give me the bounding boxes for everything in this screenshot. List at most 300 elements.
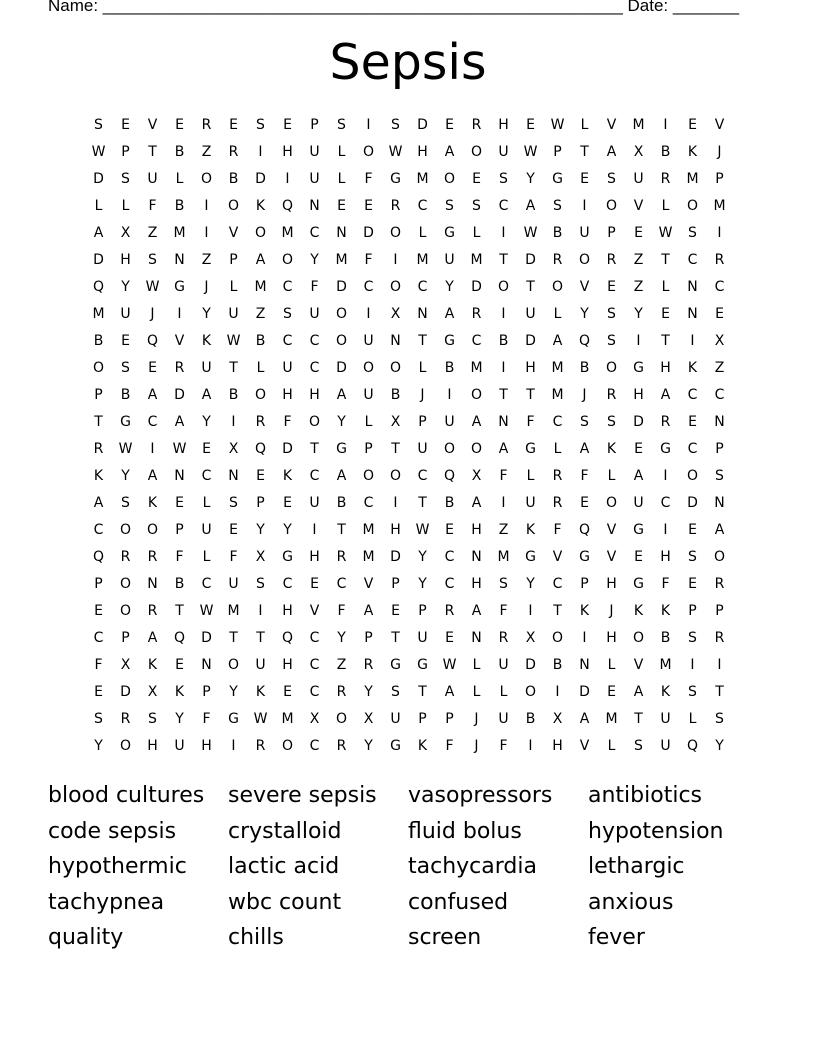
grid-letter: T bbox=[391, 441, 400, 457]
grid-letter: J bbox=[474, 711, 479, 727]
grid-letter: B bbox=[444, 360, 455, 376]
grid-letter: T bbox=[175, 603, 184, 619]
grid-row bbox=[85, 464, 733, 491]
grid-letter: O bbox=[362, 468, 375, 484]
grid-letter: P bbox=[688, 603, 697, 619]
grid-letter: O bbox=[335, 333, 348, 349]
grid-letter: H bbox=[471, 522, 482, 538]
grid-letter: M bbox=[713, 198, 726, 214]
grid-letter: O bbox=[119, 738, 132, 754]
word-bank-item: wbc count bbox=[228, 889, 342, 915]
grid-letter: P bbox=[364, 630, 373, 646]
grid-letter: C bbox=[201, 468, 212, 484]
grid-letter: O bbox=[335, 306, 348, 322]
grid-letter: H bbox=[606, 630, 617, 646]
grid-letter: H bbox=[471, 576, 482, 592]
grid-letter: H bbox=[282, 387, 293, 403]
grid-letter: G bbox=[579, 549, 590, 565]
grid-letter: U bbox=[363, 387, 374, 403]
grid-letter: H bbox=[309, 387, 320, 403]
grid-letter: R bbox=[120, 711, 131, 727]
grid-row bbox=[85, 545, 733, 572]
grid-letter: N bbox=[309, 198, 320, 214]
grid-letter: H bbox=[606, 576, 617, 592]
grid-letter: B bbox=[174, 198, 185, 214]
grid-letter: E bbox=[283, 495, 292, 511]
grid-letter: I bbox=[717, 657, 722, 673]
grid-letter: D bbox=[93, 252, 104, 268]
grid-letter: P bbox=[202, 684, 211, 700]
grid-letter: Y bbox=[202, 306, 211, 322]
grid-letter: D bbox=[336, 360, 347, 376]
grid-letter: N bbox=[714, 414, 725, 430]
grid-letter: C bbox=[93, 522, 104, 538]
grid-letter: L bbox=[202, 549, 211, 565]
grid-letter: K bbox=[174, 684, 185, 700]
grid-letter: H bbox=[309, 549, 320, 565]
grid-letter: E bbox=[229, 117, 238, 133]
grid-letter: U bbox=[309, 495, 320, 511]
grid-letter: D bbox=[336, 279, 347, 295]
grid-letter: T bbox=[634, 711, 643, 727]
grid-letter: D bbox=[174, 387, 185, 403]
grid-letter: W bbox=[91, 144, 106, 160]
grid-letter: Y bbox=[94, 738, 103, 754]
grid-letter: Y bbox=[121, 468, 130, 484]
grid-letter: E bbox=[283, 684, 292, 700]
grid-letter: S bbox=[634, 738, 643, 754]
grid-letter: L bbox=[94, 198, 103, 214]
grid-letter: P bbox=[121, 630, 130, 646]
grid-letter: Z bbox=[147, 225, 158, 241]
grid-letter: B bbox=[660, 144, 671, 160]
grid-letter: L bbox=[472, 657, 481, 673]
word-bank-item: hypotension bbox=[588, 818, 724, 844]
grid-letter: A bbox=[471, 414, 482, 430]
grid-letter: S bbox=[499, 171, 508, 187]
grid-letter: K bbox=[255, 198, 266, 214]
grid-letter: M bbox=[632, 117, 645, 133]
grid-letter: U bbox=[174, 738, 185, 754]
grid-letter: X bbox=[552, 711, 563, 727]
grid-letter: A bbox=[633, 468, 644, 484]
grid-letter: F bbox=[445, 738, 454, 754]
grid-row bbox=[85, 329, 733, 356]
grid-letter: T bbox=[148, 144, 157, 160]
grid-letter: C bbox=[660, 495, 671, 511]
grid-letter: E bbox=[580, 495, 589, 511]
grid-letter: Y bbox=[256, 522, 265, 538]
grid-letter: T bbox=[229, 630, 238, 646]
grid-letter: F bbox=[553, 522, 562, 538]
grid-letter: L bbox=[472, 684, 481, 700]
grid-letter: A bbox=[444, 684, 455, 700]
grid-letter: B bbox=[552, 225, 563, 241]
grid-letter: O bbox=[92, 360, 105, 376]
grid-letter: C bbox=[417, 468, 428, 484]
grid-letter: U bbox=[525, 306, 536, 322]
grid-letter: E bbox=[607, 684, 616, 700]
grid-letter: E bbox=[445, 117, 454, 133]
grid-letter: O bbox=[254, 225, 267, 241]
grid-letter: I bbox=[663, 468, 668, 484]
grid-letter: G bbox=[525, 441, 536, 457]
grid-letter: K bbox=[93, 468, 104, 484]
grid-letter: S bbox=[121, 360, 130, 376]
grid-letter: H bbox=[552, 738, 563, 754]
word-bank-item: anxious bbox=[588, 889, 674, 915]
grid-letter: N bbox=[201, 657, 212, 673]
grid-letter: Z bbox=[201, 252, 212, 268]
grid-letter: H bbox=[390, 522, 401, 538]
grid-letter: A bbox=[579, 711, 590, 727]
grid-letter: U bbox=[309, 171, 320, 187]
grid-letter: D bbox=[390, 549, 401, 565]
grid-letter: M bbox=[686, 171, 699, 187]
grid-letter: O bbox=[281, 738, 294, 754]
grid-letter: M bbox=[470, 252, 483, 268]
grid-letter: L bbox=[580, 117, 589, 133]
grid-letter: X bbox=[471, 468, 482, 484]
grid-letter: G bbox=[228, 711, 239, 727]
grid-letter: P bbox=[229, 252, 238, 268]
grid-letter: O bbox=[605, 198, 618, 214]
grid-letter: M bbox=[551, 387, 564, 403]
grid-letter: U bbox=[228, 306, 239, 322]
grid-letter: I bbox=[177, 306, 182, 322]
word-bank-item: antibiotics bbox=[588, 783, 702, 808]
grid-letter: I bbox=[717, 225, 722, 241]
grid-letter: K bbox=[687, 360, 698, 376]
grid-letter: J bbox=[150, 306, 155, 322]
grid-letter: R bbox=[606, 252, 617, 268]
grid-letter: L bbox=[499, 684, 508, 700]
grid-letter: S bbox=[337, 117, 346, 133]
grid-letter: O bbox=[686, 468, 699, 484]
grid-letter: A bbox=[336, 387, 347, 403]
grid-letter: Y bbox=[418, 576, 427, 592]
grid-letter: X bbox=[120, 225, 131, 241]
word-bank-item: hypothermic bbox=[48, 854, 187, 879]
grid-letter: U bbox=[444, 414, 455, 430]
grid-letter: B bbox=[660, 630, 671, 646]
grid-letter: I bbox=[393, 495, 398, 511]
grid-letter: R bbox=[714, 630, 725, 646]
grid-letter: I bbox=[528, 603, 533, 619]
grid-letter: S bbox=[715, 468, 724, 484]
grid-letter: O bbox=[200, 171, 213, 187]
grid-letter: R bbox=[201, 117, 212, 133]
grid-letter: O bbox=[389, 468, 402, 484]
grid-letter: M bbox=[470, 360, 483, 376]
grid-letter: A bbox=[93, 495, 104, 511]
grid-letter: R bbox=[255, 738, 266, 754]
grid-letter: A bbox=[255, 252, 266, 268]
grid-letter: F bbox=[175, 549, 184, 565]
grid-letter: S bbox=[391, 117, 400, 133]
grid-letter: F bbox=[364, 171, 373, 187]
grid-letter: T bbox=[715, 684, 724, 700]
grid-letter: C bbox=[687, 441, 698, 457]
grid-letter: C bbox=[309, 657, 320, 673]
grid-letter: V bbox=[633, 198, 644, 214]
grid-letter: S bbox=[148, 252, 157, 268]
grid-letter: S bbox=[148, 711, 157, 727]
grid-letter: P bbox=[580, 576, 589, 592]
grid-letter: W bbox=[523, 225, 538, 241]
grid-letter: Y bbox=[418, 549, 427, 565]
grid-letter: T bbox=[391, 630, 400, 646]
grid-letter: Y bbox=[364, 738, 373, 754]
grid-letter: S bbox=[715, 711, 724, 727]
grid-letter: I bbox=[501, 306, 506, 322]
grid-letter: M bbox=[362, 549, 375, 565]
grid-letter: Y bbox=[445, 279, 454, 295]
grid-letter: P bbox=[256, 495, 265, 511]
grid-letter: T bbox=[661, 252, 670, 268]
grid-letter: T bbox=[418, 333, 427, 349]
word-bank-item: severe sepsis bbox=[228, 783, 377, 808]
word-bank-item: tachycardia bbox=[408, 854, 537, 879]
grid-letter: R bbox=[498, 630, 509, 646]
grid-letter: R bbox=[174, 360, 185, 376]
grid-letter: X bbox=[390, 414, 401, 430]
grid-letter: S bbox=[94, 711, 103, 727]
grid-letter: X bbox=[390, 306, 401, 322]
grid-letter: Y bbox=[634, 306, 643, 322]
grid-letter: U bbox=[498, 144, 509, 160]
grid-letter: P bbox=[94, 576, 103, 592]
grid-letter: O bbox=[443, 171, 456, 187]
grid-letter: M bbox=[281, 225, 294, 241]
grid-letter: K bbox=[201, 333, 212, 349]
grid-letter: O bbox=[605, 360, 618, 376]
grid-letter: O bbox=[281, 252, 294, 268]
grid-letter: B bbox=[336, 495, 347, 511]
grid-letter: C bbox=[309, 225, 320, 241]
grid-letter: K bbox=[660, 603, 671, 619]
grid-letter: S bbox=[607, 306, 616, 322]
grid-letter: E bbox=[364, 198, 373, 214]
grid-letter: G bbox=[444, 225, 455, 241]
grid-row bbox=[85, 680, 733, 707]
grid-letter: S bbox=[445, 198, 454, 214]
grid-letter: W bbox=[442, 657, 457, 673]
grid-letter: F bbox=[499, 468, 508, 484]
grid-letter: I bbox=[258, 144, 263, 160]
grid-letter: U bbox=[660, 711, 671, 727]
grid-letter: E bbox=[634, 441, 643, 457]
grid-letter: E bbox=[202, 441, 211, 457]
word-bank-item: code sepsis bbox=[48, 818, 177, 844]
grid-letter: H bbox=[498, 117, 509, 133]
grid-letter: F bbox=[364, 252, 373, 268]
grid-letter: T bbox=[310, 441, 319, 457]
grid-letter: L bbox=[661, 198, 670, 214]
grid-letter: N bbox=[687, 306, 698, 322]
grid-letter: E bbox=[256, 468, 265, 484]
grid-letter: S bbox=[580, 414, 589, 430]
word-bank-item: crystalloid bbox=[228, 818, 342, 844]
grid-letter: E bbox=[526, 117, 535, 133]
grid-letter: L bbox=[337, 171, 346, 187]
grid-letter: C bbox=[336, 576, 347, 592]
grid-letter: J bbox=[582, 387, 587, 403]
grid-letter: P bbox=[715, 441, 724, 457]
grid-letter: H bbox=[660, 360, 671, 376]
grid-letter: A bbox=[147, 387, 158, 403]
grid-letter: L bbox=[337, 144, 346, 160]
grid-letter: F bbox=[283, 414, 292, 430]
grid-letter: U bbox=[633, 171, 644, 187]
grid-letter: V bbox=[633, 657, 644, 673]
grid-letter: V bbox=[606, 117, 617, 133]
grid-letter: S bbox=[391, 684, 400, 700]
grid-letter: E bbox=[121, 117, 130, 133]
grid-letter: M bbox=[281, 711, 294, 727]
grid-letter: F bbox=[310, 279, 319, 295]
grid-letter: R bbox=[336, 738, 347, 754]
grid-letter: D bbox=[363, 225, 374, 241]
grid-letter: B bbox=[498, 333, 509, 349]
word-bank-item: fluid bolus bbox=[408, 818, 522, 844]
grid-letter: P bbox=[391, 576, 400, 592]
grid-letter: T bbox=[661, 333, 670, 349]
grid-letter: P bbox=[418, 603, 427, 619]
grid-letter: L bbox=[661, 279, 670, 295]
grid-letter: N bbox=[471, 549, 482, 565]
grid-letter: P bbox=[310, 117, 319, 133]
grid-letter: K bbox=[633, 603, 644, 619]
grid-letter: Q bbox=[578, 522, 591, 538]
grid-letter: R bbox=[336, 684, 347, 700]
grid-letter: I bbox=[150, 441, 155, 457]
grid-letter: L bbox=[256, 360, 265, 376]
grid-letter: M bbox=[605, 711, 618, 727]
grid-letter: I bbox=[636, 333, 641, 349]
grid-row bbox=[85, 113, 733, 140]
grid-letter: R bbox=[120, 549, 131, 565]
grid-letter: K bbox=[687, 144, 698, 160]
grid-letter: F bbox=[337, 603, 346, 619]
grid-letter: L bbox=[607, 468, 616, 484]
grid-letter: E bbox=[94, 684, 103, 700]
grid-letter: I bbox=[582, 198, 587, 214]
grid-letter: V bbox=[714, 117, 725, 133]
grid-letter: A bbox=[174, 414, 185, 430]
grid-letter: U bbox=[309, 306, 320, 322]
grid-letter: T bbox=[580, 144, 589, 160]
grid-letter: T bbox=[94, 414, 103, 430]
grid-letter: V bbox=[174, 333, 185, 349]
grid-letter: R bbox=[444, 603, 455, 619]
grid-letter: I bbox=[285, 171, 290, 187]
word-bank-item: fever bbox=[588, 925, 645, 950]
grid-letter: O bbox=[362, 144, 375, 160]
grid-letter: Q bbox=[281, 198, 294, 214]
grid-letter: R bbox=[390, 198, 401, 214]
grid-letter: I bbox=[582, 630, 587, 646]
grid-letter: N bbox=[498, 414, 509, 430]
grid-letter: R bbox=[660, 414, 671, 430]
word-bank-item: lethargic bbox=[588, 854, 685, 879]
grid-letter: C bbox=[363, 495, 374, 511]
grid-letter: Q bbox=[443, 468, 456, 484]
grid-letter: O bbox=[362, 360, 375, 376]
grid-letter: O bbox=[713, 549, 726, 565]
word-bank-item: lactic acid bbox=[228, 854, 340, 879]
grid-letter: X bbox=[147, 684, 158, 700]
grid-letter: S bbox=[94, 117, 103, 133]
grid-letter: L bbox=[526, 468, 535, 484]
grid-letter: W bbox=[550, 117, 565, 133]
grid-letter: D bbox=[525, 333, 536, 349]
grid-letter: G bbox=[525, 549, 536, 565]
grid-letter: E bbox=[634, 225, 643, 241]
grid-letter: C bbox=[444, 549, 455, 565]
grid-letter: U bbox=[390, 711, 401, 727]
grid-letter: U bbox=[417, 630, 428, 646]
grid-letter: H bbox=[147, 738, 158, 754]
grid-letter: B bbox=[93, 333, 104, 349]
grid-letter: I bbox=[690, 333, 695, 349]
grid-letter: T bbox=[418, 684, 427, 700]
grid-letter: G bbox=[633, 360, 644, 376]
grid-letter: I bbox=[663, 117, 668, 133]
grid-letter: F bbox=[499, 738, 508, 754]
grid-letter: C bbox=[282, 333, 293, 349]
grid-letter: U bbox=[498, 711, 509, 727]
grid-letter: P bbox=[418, 711, 427, 727]
grid-letter: W bbox=[172, 441, 187, 457]
grid-letter: S bbox=[499, 576, 508, 592]
grid-letter: A bbox=[147, 468, 158, 484]
grid-letter: Y bbox=[715, 738, 724, 754]
grid-letter: D bbox=[687, 495, 698, 511]
grid-letter: D bbox=[417, 117, 428, 133]
grid-letter: A bbox=[579, 441, 590, 457]
grid-letter: S bbox=[229, 495, 238, 511]
grid-letter: Z bbox=[255, 306, 266, 322]
grid-letter: I bbox=[204, 198, 209, 214]
grid-letter: C bbox=[147, 414, 158, 430]
grid-letter: C bbox=[417, 198, 428, 214]
grid-letter: G bbox=[390, 657, 401, 673]
grid-letter: W bbox=[253, 711, 268, 727]
grid-letter: O bbox=[578, 252, 591, 268]
grid-letter: F bbox=[499, 603, 508, 619]
grid-letter: C bbox=[309, 468, 320, 484]
grid-letter: X bbox=[714, 333, 725, 349]
grid-letter: Z bbox=[336, 657, 347, 673]
grid-letter: N bbox=[390, 333, 401, 349]
grid-row bbox=[85, 302, 733, 329]
grid-letter: R bbox=[660, 171, 671, 187]
grid-letter: E bbox=[310, 576, 319, 592]
grid-letter: Z bbox=[201, 144, 212, 160]
grid-letter: X bbox=[363, 711, 374, 727]
grid-letter: O bbox=[605, 495, 618, 511]
grid-letter: R bbox=[471, 117, 482, 133]
grid-letter: G bbox=[660, 441, 671, 457]
grid-letter: B bbox=[174, 144, 185, 160]
grid-letter: Q bbox=[92, 279, 105, 295]
grid-letter: G bbox=[174, 279, 185, 295]
grid-letter: D bbox=[633, 414, 644, 430]
grid-letter: L bbox=[607, 738, 616, 754]
grid-letter: N bbox=[471, 630, 482, 646]
grid-letter: Y bbox=[364, 684, 373, 700]
